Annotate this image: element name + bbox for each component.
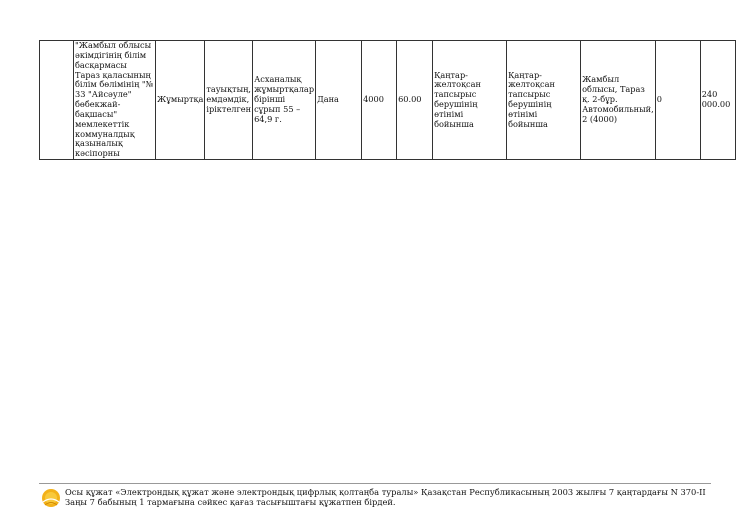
item-short-description-cell: тауықтың, емдәмдік, іріктелген <box>205 41 253 160</box>
egov-sun-logo-icon <box>40 487 62 509</box>
quantity-cell: 4000 <box>362 41 397 160</box>
footer-divider <box>39 483 711 484</box>
unit-cell: Дана <box>316 41 362 160</box>
item-full-description-cell: Асханалық жұмыртқалар бірінші сұрып 55 – 64,9 г. <box>253 41 316 160</box>
row-number-cell <box>40 41 74 160</box>
customer-cell: "Жамбыл облысы әкімдігінің білім басқармасы Тараз қаласының білім бөлімінің "№ 33 "Айсәуле" бөбекжай-бақшасы" мемлекеттік коммуналдық қазыналық кәсіпорны <box>74 41 156 160</box>
legal-notice-text: Осы құжат «Электрондық құжат және электрондық цифрлық қолтаңба туралы» Қазақстан Республикасының 2003 жылғы 7 қаңтардағы N 370-II Заңы 7 бабының 1 тармағына сәйкес қағаз тасығыштағы құжатпен бірдей. <box>65 487 706 508</box>
delivery-place-cell: Жамбыл облысы, Тараз қ. 2-бұр. Автомобильный, 2 (4000) <box>581 41 656 160</box>
price-cell: 60.00 <box>397 41 433 160</box>
total-cell: 240 000.00 <box>700 41 735 160</box>
table-row <box>40 41 736 160</box>
delivery-term-secondary-cell: Қаңтар-желтоқсан тапсырыс берушінің өтінімі бойынша <box>507 41 581 160</box>
delivery-term-cell: Қаңтар-желтоқсан тапсырыс берушінің өтінімі бойынша <box>433 41 507 160</box>
item-name-cell: Жұмыртқа <box>156 41 205 160</box>
advance-cell: 0 <box>655 41 700 160</box>
procurement-table <box>39 40 736 160</box>
